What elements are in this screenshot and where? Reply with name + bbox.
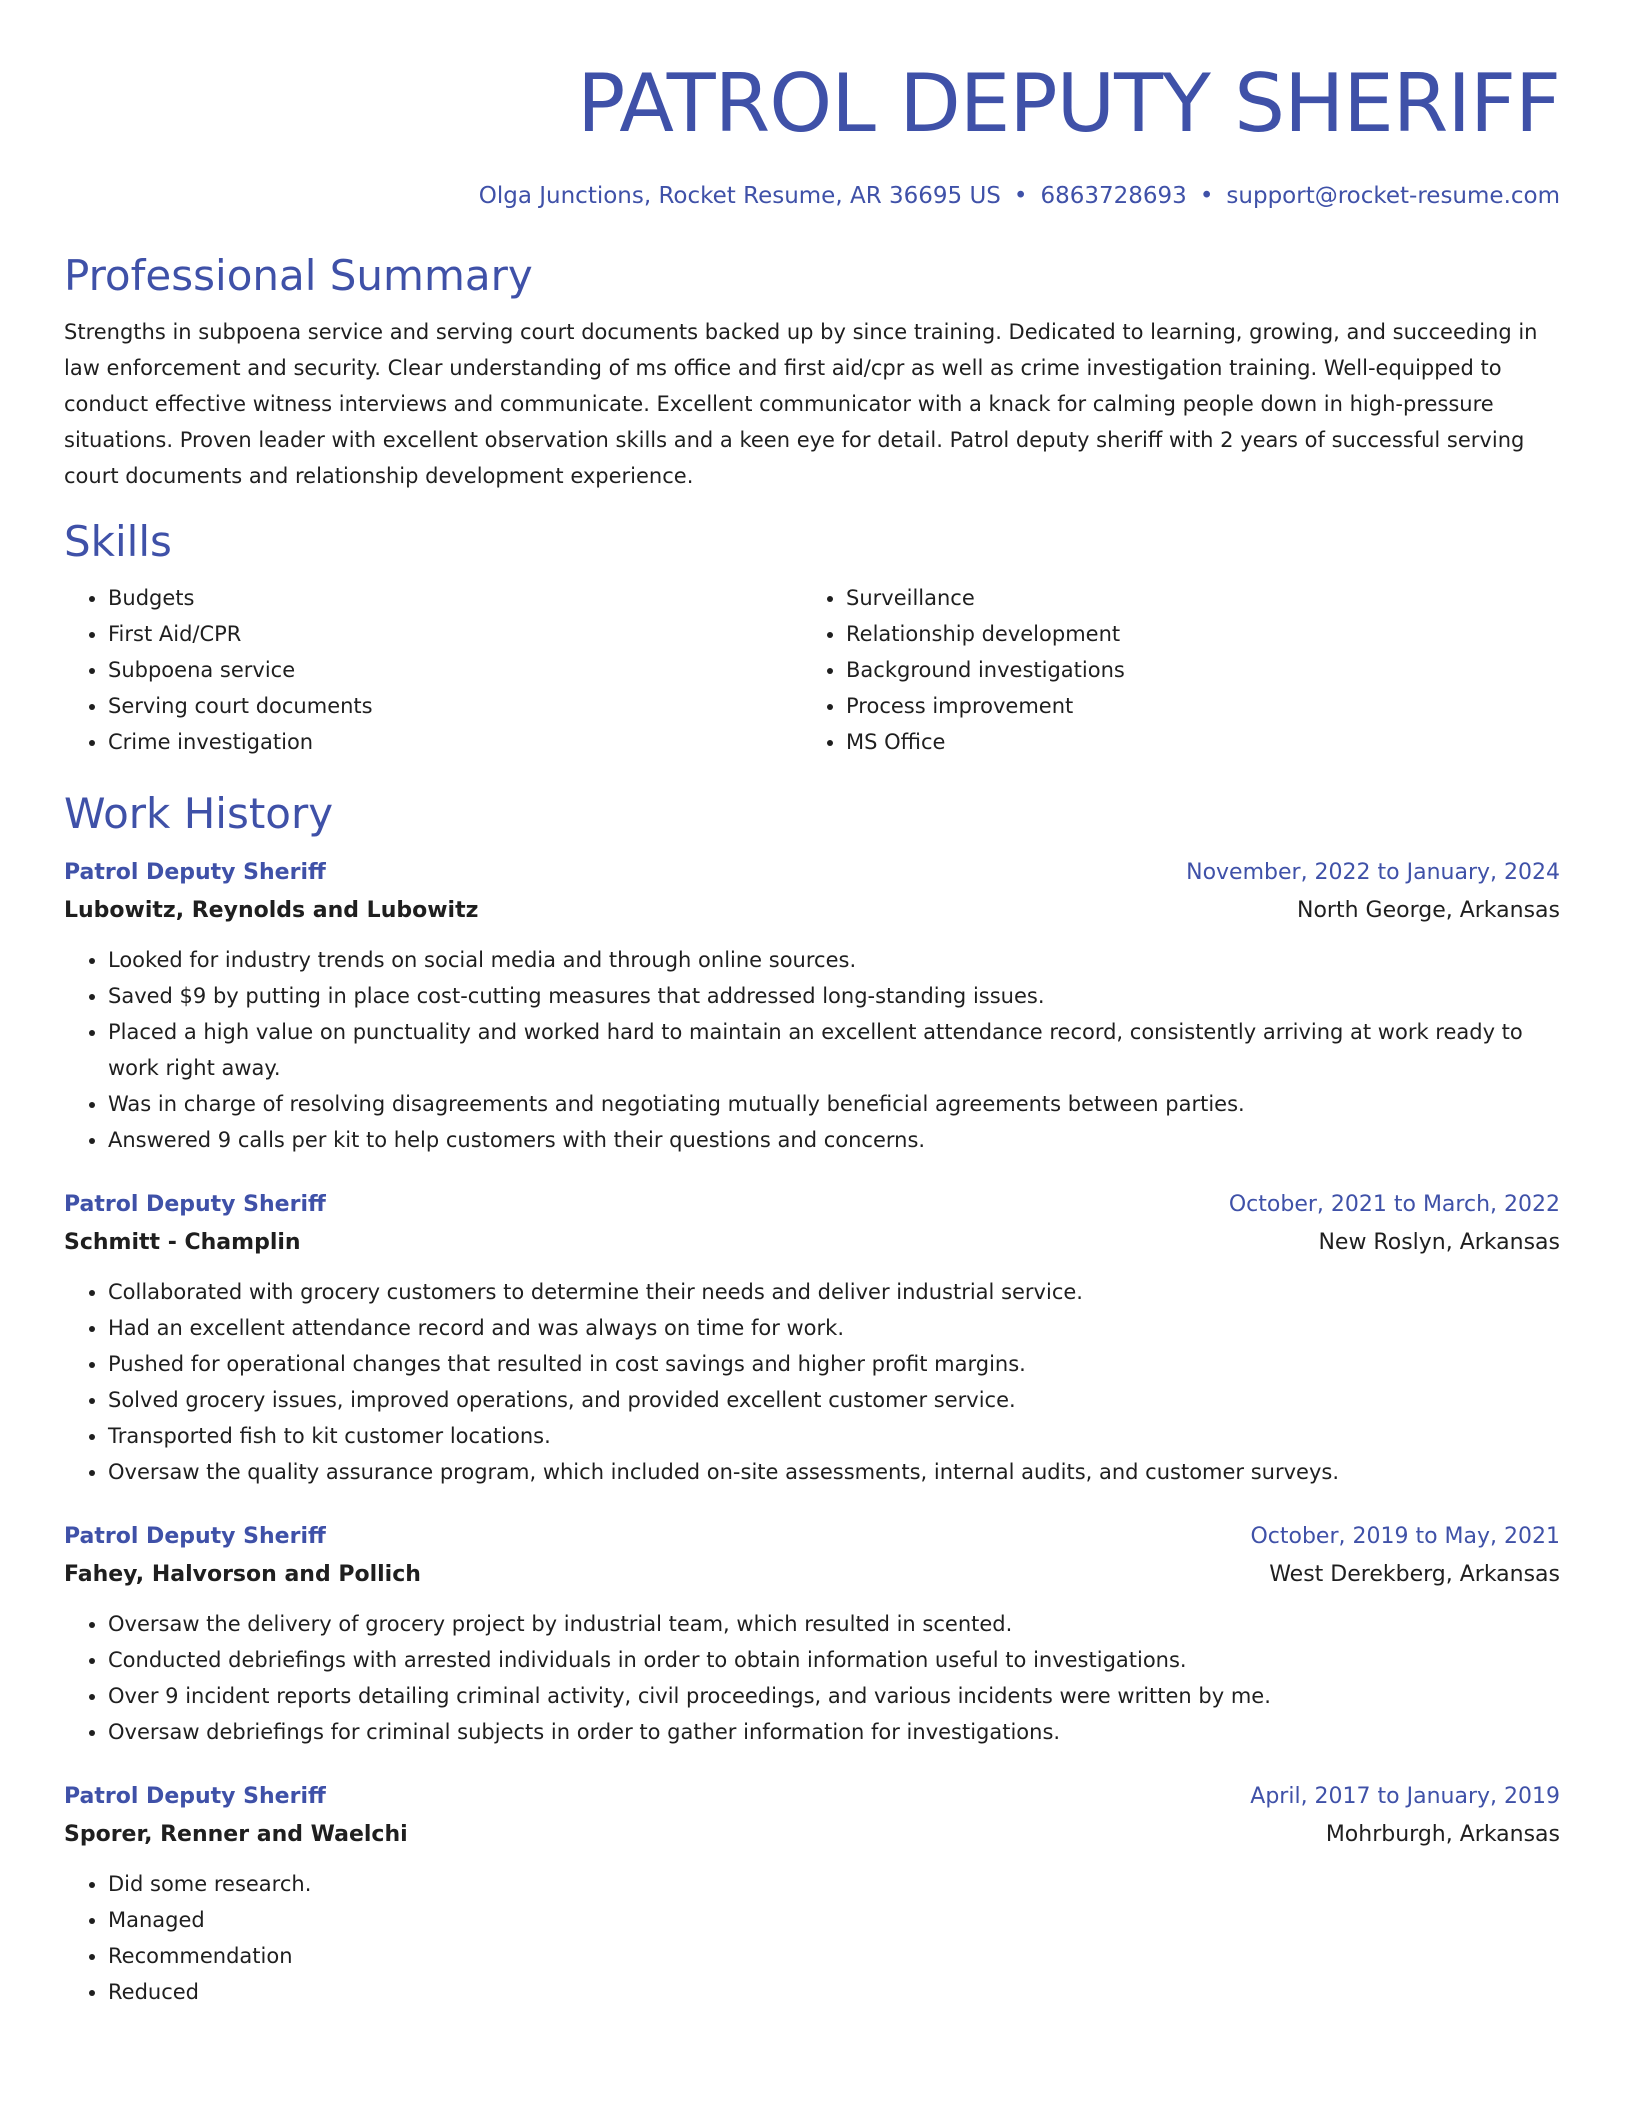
job-bullet: • Solved grocery issues, improved operations, and provided excellent customer service. — [108, 1382, 1560, 1418]
summary-heading: Professional Summary — [64, 251, 533, 300]
skill-item: • MS Office — [846, 724, 1560, 760]
skills-heading: Skills — [64, 517, 172, 566]
job-bullet: • Oversaw the delivery of grocery project by industrial team, which resulted in scented. — [108, 1606, 1560, 1642]
skills-column-right — [802, 580, 1560, 760]
job-bullet: • Collaborated with grocery customers to determine their needs and deliver industrial service. — [108, 1274, 1560, 1310]
job-dates: April, 2017 to January, 2019 — [1250, 1784, 1560, 1809]
job-title: Patrol Deputy Sheriff — [64, 1192, 326, 1217]
contact-line — [64, 178, 1560, 214]
summary-text: Strengths in subpoena service and serving court documents backed up by since training. Dedicated to learning, growing, and succeeding in law enforcement and security. Clear understanding of ms office and first aid/cpr as well as crime investigation training. Well-equipped to conduct effective witness interviews and communicate. Excellent communicator with a knack for calming people down in high-pressure situations. Proven leader with excellent observation skills and a keen eye for detail. Patrol deputy sheriff with 2 years of successful serving court documents and relationship development experience. — [64, 320, 1538, 488]
job-bullet: • Pushed for operational changes that resulted in cost savings and higher profit margins. — [108, 1346, 1560, 1382]
contact-separator: • — [1199, 183, 1214, 209]
job-bullet: • Answered 9 calls per kit to help customers with their questions and concerns. — [108, 1122, 1560, 1158]
job-company: Lubowitz, Reynolds and Lubowitz — [64, 898, 479, 923]
job-dates: November, 2022 to January, 2024 — [1186, 860, 1560, 885]
job-bullet: • Over 9 incident reports detailing criminal activity, civil proceedings, and various incidents were written by me. — [108, 1678, 1560, 1714]
job-bullet: • Did some research. — [108, 1866, 1560, 1902]
contact-address: Olga Junctions, Rocket Resume, AR 36695 US — [478, 183, 1001, 209]
contact-separator: • — [1013, 183, 1028, 209]
job-entry — [64, 1778, 1560, 2010]
job-dates: October, 2021 to March, 2022 — [1228, 1192, 1560, 1217]
skill-item: • Relationship development — [846, 616, 1560, 652]
job-bullet: • Had an excellent attendance record and was always on time for work. — [108, 1310, 1560, 1346]
skills-column-left — [64, 580, 802, 760]
job-entry — [64, 1518, 1560, 1750]
job-title: Patrol Deputy Sheriff — [64, 1524, 326, 1549]
skill-item: • Budgets — [108, 580, 802, 616]
job-location: West Derekberg, Arkansas — [1269, 1562, 1560, 1587]
job-bullet: • Recommendation — [108, 1938, 1560, 1974]
job-bullet: • Placed a high value on punctuality and worked hard to maintain an excellent attendance record, consistently arriving at work ready to work right away. — [108, 1014, 1560, 1086]
contact-phone: 6863728693 — [1040, 183, 1187, 209]
job-bullet: • Transported fish to kit customer locations. — [108, 1418, 1560, 1454]
skill-item: • Subpoena service — [108, 652, 802, 688]
skill-item: • Serving court documents — [108, 688, 802, 724]
job-title: Patrol Deputy Sheriff — [64, 860, 326, 885]
job-bullet: • Looked for industry trends on social media and through online sources. — [108, 942, 1560, 978]
job-bullet: • Oversaw the quality assurance program, which included on-site assessments, internal audits, and customer surveys. — [108, 1454, 1560, 1490]
skill-item: • Surveillance — [846, 580, 1560, 616]
job-bullet: • Was in charge of resolving disagreements and negotiating mutually beneficial agreements between parties. — [108, 1086, 1560, 1122]
job-bullets — [64, 1606, 1560, 1750]
job-entry — [64, 1186, 1560, 1490]
job-company: Sporer, Renner and Waelchi — [64, 1822, 408, 1847]
job-title: Patrol Deputy Sheriff — [64, 1784, 326, 1809]
job-bullet: • Reduced — [108, 1974, 1560, 2010]
resume-title: PATROL DEPUTY SHERIFF — [577, 57, 1560, 150]
job-location: Mohrburgh, Arkansas — [1325, 1822, 1560, 1847]
job-bullets — [64, 1274, 1560, 1490]
job-dates: October, 2019 to May, 2021 — [1250, 1524, 1560, 1549]
job-bullets — [64, 942, 1560, 1158]
job-bullet: • Oversaw debriefings for criminal subjects in order to gather information for investigations. — [108, 1714, 1560, 1750]
job-location: New Roslyn, Arkansas — [1318, 1230, 1560, 1255]
skill-item: • Background investigations — [846, 652, 1560, 688]
job-bullet: • Conducted debriefings with arrested individuals in order to obtain information useful to investigations. — [108, 1642, 1560, 1678]
job-bullets — [64, 1866, 1560, 2010]
job-company: Schmitt - Champlin — [64, 1230, 301, 1255]
job-location: North George, Arkansas — [1297, 898, 1560, 923]
contact-email: support@rocket-resume.com — [1226, 183, 1560, 209]
job-bullet: • Saved $9 by putting in place cost-cutting measures that addressed long-standing issues. — [108, 978, 1560, 1014]
job-entry — [64, 854, 1560, 1158]
resume-page — [64, 0, 1560, 2010]
skill-item: • Crime investigation — [108, 724, 802, 760]
skill-item: • First Aid/CPR — [108, 616, 802, 652]
skills-list — [64, 580, 1560, 760]
job-bullet: • Managed — [108, 1902, 1560, 1938]
skill-item: • Process improvement — [846, 688, 1560, 724]
job-company: Fahey, Halvorson and Pollich — [64, 1562, 421, 1587]
work-history-heading: Work History — [64, 789, 334, 838]
